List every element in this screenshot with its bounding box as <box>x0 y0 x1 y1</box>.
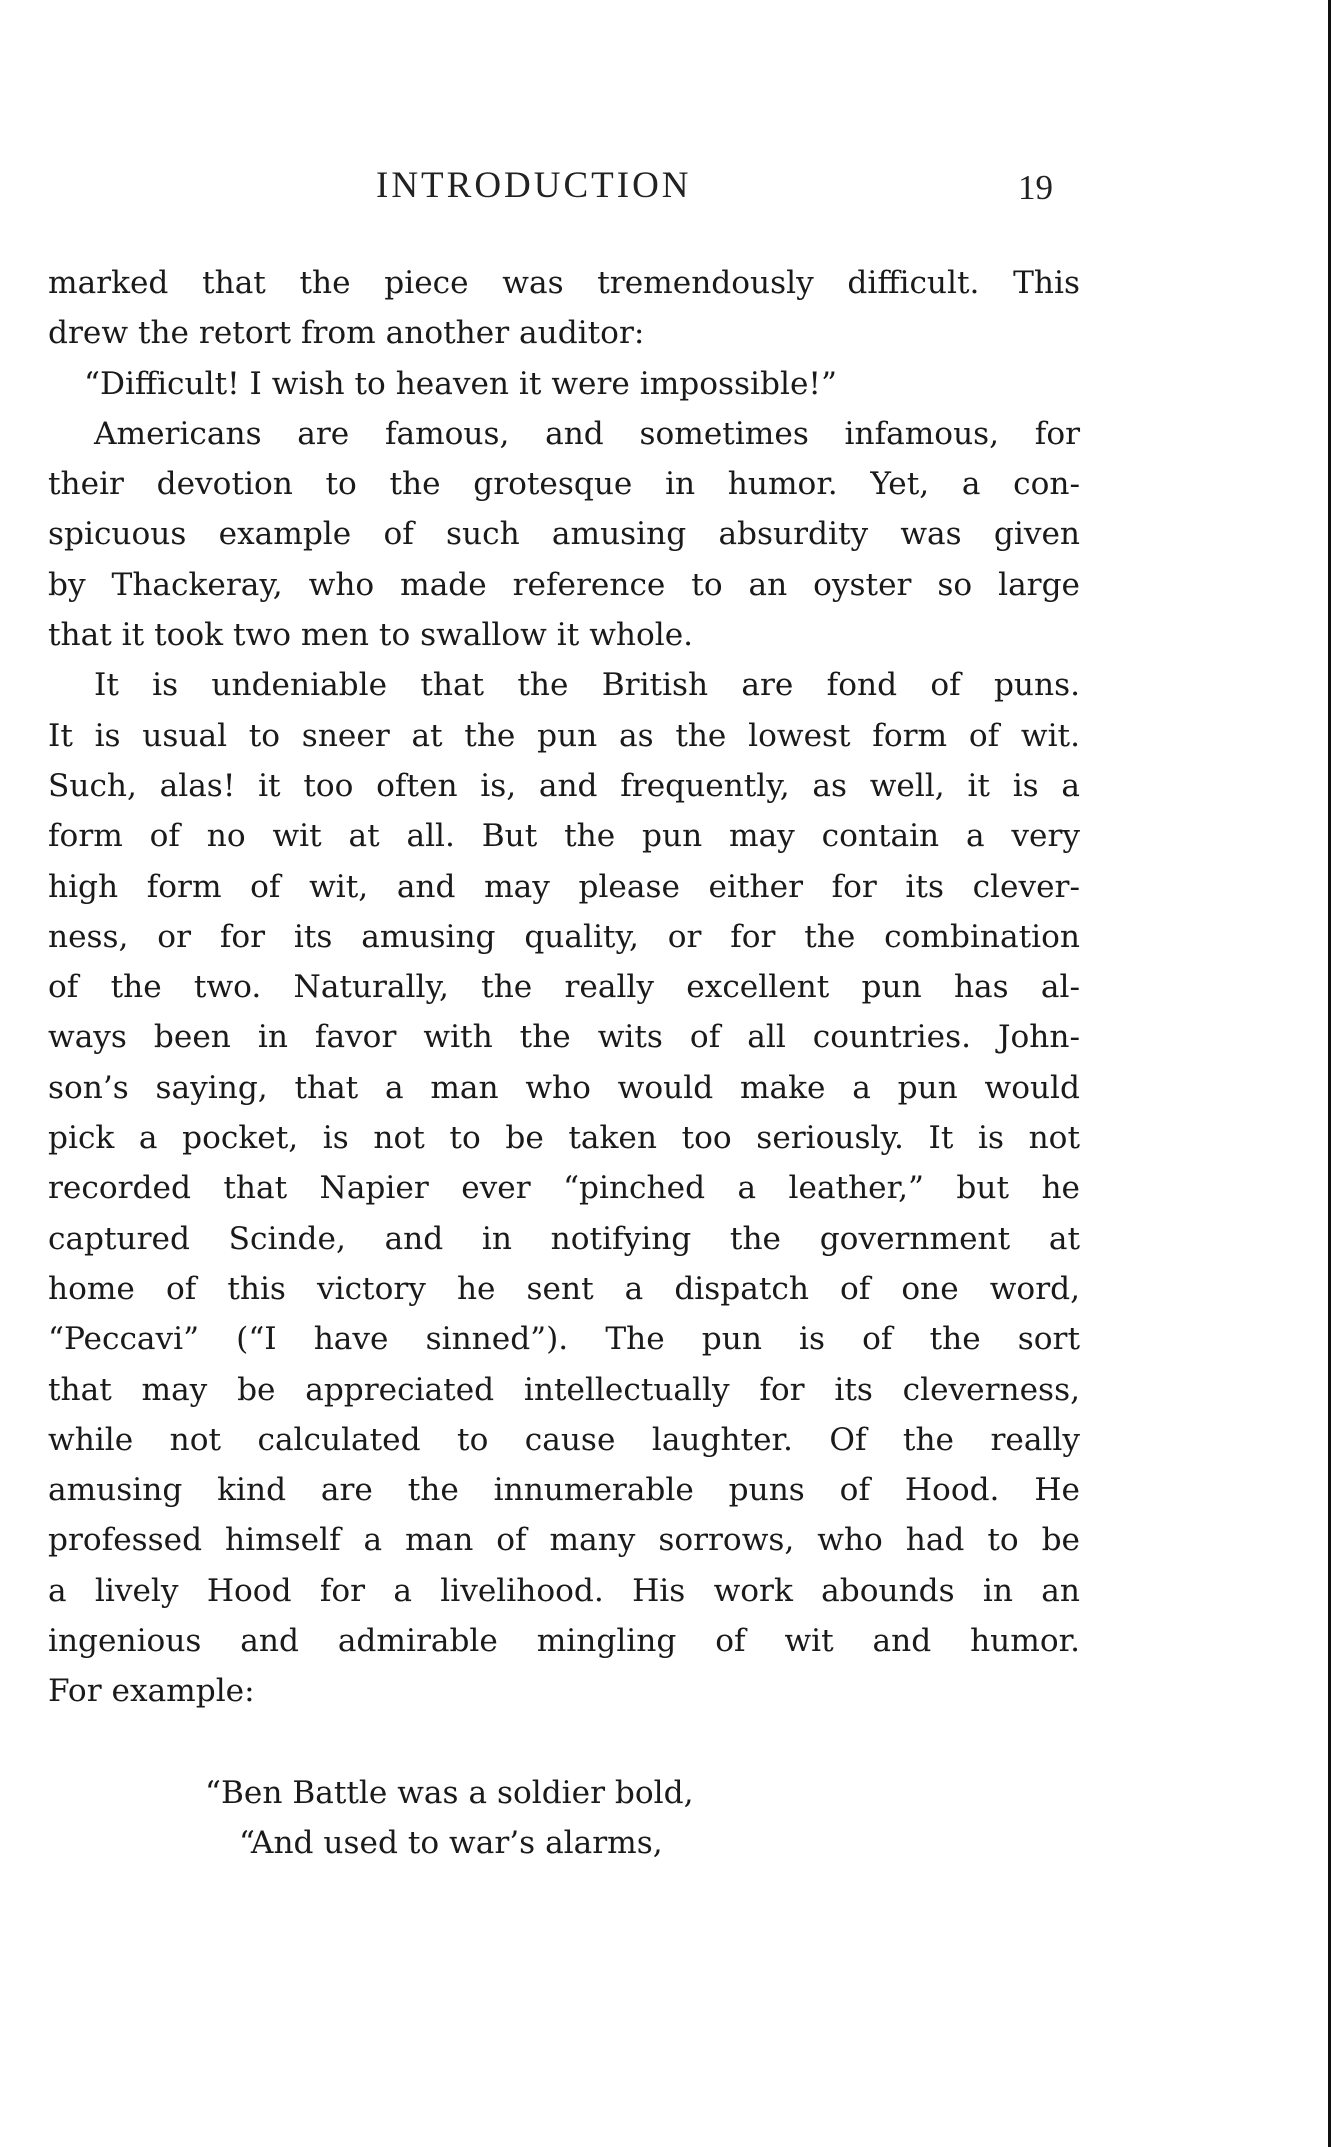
text-line: “Difficult! I wish to heaven it were impossible!” <box>84 365 837 402</box>
text-line: son’s saying, that a man who would make a pun would <box>48 1069 1080 1106</box>
page-number: 19 <box>1018 168 1053 207</box>
verse-quotation <box>205 1768 905 1868</box>
text-line: by Thackeray, who made reference to an oyster so large <box>48 566 1080 603</box>
text-line: ness, or for its amusing quality, or for the combination <box>48 918 1080 955</box>
text-line: spicuous example of such amusing absurdity was given <box>48 516 1080 553</box>
text-line: their devotion to the grotesque in humor. Yet, a con- <box>48 466 1080 503</box>
text-line: “Peccavi” (“I have sinned”). The pun is of the sort <box>48 1321 1080 1358</box>
text-line: while not calculated to cause laughter. Of the really <box>48 1421 1080 1458</box>
text-line: captured Scinde, and in notifying the government at <box>48 1220 1080 1257</box>
text-line: It is usual to sneer at the pun as the lowest form of wit. <box>48 717 1080 754</box>
running-header <box>50 164 1070 214</box>
text-line: ingenious and admirable mingling of wit and humor. <box>48 1623 1080 1660</box>
text-line: drew the retort from another auditor: <box>48 315 645 352</box>
text-line: Such, alas! it too often is, and frequently, as well, it is a <box>48 767 1080 804</box>
text-line: that may be appreciated intellectually for its cleverness, <box>48 1371 1080 1408</box>
text-line: Americans are famous, and sometimes infamous, for <box>94 415 1080 452</box>
text-line: marked that the piece was tremendously difficult. This <box>48 265 1080 301</box>
text-line: ways been in favor with the wits of all countries. John- <box>48 1019 1080 1056</box>
text-line: It is undeniable that the British are fond of puns. <box>94 667 1080 704</box>
text-line: pick a pocket, is not to be taken too seriously. It is not <box>48 1120 1080 1157</box>
text-line: high form of wit, and may please either for its clever- <box>48 868 1080 905</box>
verse-line: “And used to war’s alarms, <box>239 1825 663 1861</box>
text-line: of the two. Naturally, the really excellent pun has al- <box>48 969 1080 1006</box>
text-line: professed himself a man of many sorrows, who had to be <box>48 1522 1080 1559</box>
running-head-title: INTRODUCTION <box>376 165 692 206</box>
text-line: a lively Hood for a livelihood. His work abounds in an <box>48 1572 1080 1609</box>
text-line: recorded that Napier ever “pinched a leather,” but he <box>48 1170 1080 1207</box>
text-line: that it took two men to swallow it whole. <box>48 617 694 654</box>
body-text <box>48 258 1080 1717</box>
text-line: form of no wit at all. But the pun may contain a very <box>48 818 1080 855</box>
text-line: home of this victory he sent a dispatch of one word, <box>48 1270 1080 1307</box>
text-line: For example: <box>48 1673 255 1710</box>
verse-line: “Ben Battle was a soldier bold, <box>205 1775 694 1811</box>
text-line: amusing kind are the innumerable puns of Hood. He <box>48 1472 1080 1509</box>
